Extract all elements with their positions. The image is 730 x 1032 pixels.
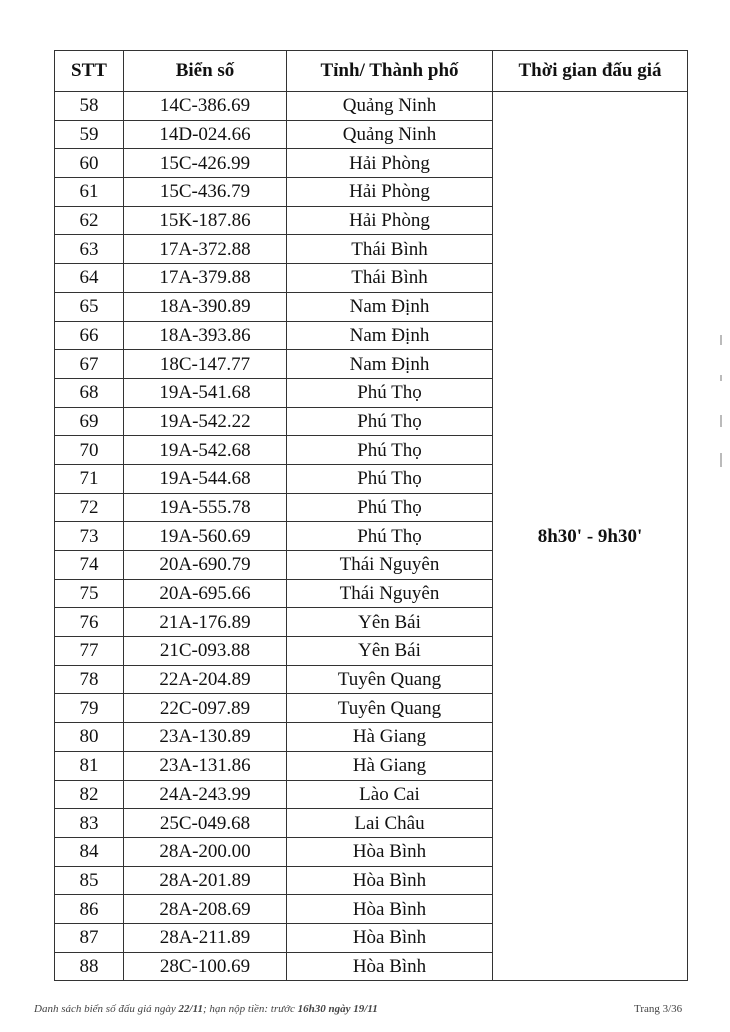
plate-cell: 23A-130.89 [124,723,287,752]
stt-cell: 84 [55,837,124,866]
province-cell: Thái Nguyên [287,551,493,580]
stt-cell: 79 [55,694,124,723]
stt-cell: 78 [55,665,124,694]
province-cell: Lai Châu [287,809,493,838]
stt-cell: 64 [55,264,124,293]
plate-cell: 20A-690.79 [124,551,287,580]
stt-cell: 80 [55,723,124,752]
footer-note [34,1003,378,1015]
plate-cell: 14C-386.69 [124,92,287,121]
province-cell: Hà Giang [287,723,493,752]
table-header-row [55,51,688,92]
plate-cell: 22C-097.89 [124,694,287,723]
plate-cell: 23A-131.86 [124,751,287,780]
province-cell: Nam Định [287,350,493,379]
margin-scan-marks [718,335,726,475]
province-cell: Phú Thọ [287,522,493,551]
plate-cell: 19A-542.68 [124,436,287,465]
stt-cell: 82 [55,780,124,809]
plate-cell: 24A-243.99 [124,780,287,809]
stt-cell: 76 [55,608,124,637]
province-cell: Nam Định [287,321,493,350]
stt-cell: 59 [55,120,124,149]
stt-cell: 77 [55,637,124,666]
plate-cell: 19A-544.68 [124,464,287,493]
plate-cell: 19A-555.78 [124,493,287,522]
plate-cell: 20A-695.66 [124,579,287,608]
stt-cell: 73 [55,522,124,551]
stt-cell: 85 [55,866,124,895]
plate-cell: 21C-093.88 [124,637,287,666]
table-row [55,92,688,121]
province-cell: Yên Bái [287,637,493,666]
plate-cell: 18A-393.86 [124,321,287,350]
page-number: Trang 3/36 [634,1003,683,1015]
plate-cell: 15K-187.86 [124,206,287,235]
plate-cell: 28A-200.00 [124,837,287,866]
stt-cell: 86 [55,895,124,924]
province-cell: Phú Thọ [287,464,493,493]
header-auction-time: Thời gian đấu giá [493,51,688,92]
plate-cell: 21A-176.89 [124,608,287,637]
plate-cell: 18A-390.89 [124,292,287,321]
province-cell: Hòa Bình [287,837,493,866]
stt-cell: 67 [55,350,124,379]
stt-cell: 62 [55,206,124,235]
province-cell: Phú Thọ [287,493,493,522]
province-cell: Lào Cai [287,780,493,809]
plate-cell: 19A-541.68 [124,378,287,407]
table-body [55,92,688,981]
footer-middle: ; hạn nộp tiền: trước [202,1003,295,1015]
province-cell: Phú Thọ [287,436,493,465]
province-cell: Hà Giang [287,751,493,780]
plate-cell: 17A-379.88 [124,264,287,293]
footer-prefix: Danh sách biển số đấu giá ngày [34,1003,176,1015]
plate-cell: 28A-201.89 [124,866,287,895]
province-cell: Phú Thọ [287,407,493,436]
plate-cell: 17A-372.88 [124,235,287,264]
plate-cell: 28C-100.69 [124,952,287,981]
stt-cell: 83 [55,809,124,838]
province-cell: Nam Định [287,292,493,321]
plate-cell: 14D-024.66 [124,120,287,149]
stt-cell: 65 [55,292,124,321]
plate-cell: 19A-542.22 [124,407,287,436]
stt-cell: 74 [55,551,124,580]
province-cell: Hải Phòng [287,178,493,207]
stt-cell: 87 [55,923,124,952]
province-cell: Yên Bái [287,608,493,637]
province-cell: Hải Phòng [287,206,493,235]
stt-cell: 81 [55,751,124,780]
stt-cell: 63 [55,235,124,264]
stt-cell: 88 [55,952,124,981]
plate-auction-table [54,50,688,981]
stt-cell: 75 [55,579,124,608]
province-cell: Hòa Bình [287,923,493,952]
stt-cell: 66 [55,321,124,350]
stt-cell: 69 [55,407,124,436]
province-cell: Thái Nguyên [287,579,493,608]
auction-time-cell: 8h30' - 9h30' [493,92,688,981]
plate-cell: 22A-204.89 [124,665,287,694]
stt-cell: 60 [55,149,124,178]
stt-cell: 58 [55,92,124,121]
province-cell: Hải Phòng [287,149,493,178]
header-province: Tỉnh/ Thành phố [287,51,493,92]
plate-cell: 19A-560.69 [124,522,287,551]
plate-cell: 25C-049.68 [124,809,287,838]
province-cell: Phú Thọ [287,378,493,407]
plate-cell: 18C-147.77 [124,350,287,379]
footer-date: 22/11 [178,1003,203,1015]
province-cell: Hòa Bình [287,952,493,981]
province-cell: Hòa Bình [287,866,493,895]
plate-cell: 28A-211.89 [124,923,287,952]
header-plate: Biển số [124,51,287,92]
plate-cell: 15C-426.99 [124,149,287,178]
province-cell: Tuyên Quang [287,665,493,694]
plate-cell: 15C-436.79 [124,178,287,207]
province-cell: Hòa Bình [287,895,493,924]
stt-cell: 61 [55,178,124,207]
footer-deadline: 16h30 ngày 19/11 [297,1003,378,1015]
header-stt: STT [55,51,124,92]
stt-cell: 68 [55,378,124,407]
province-cell: Thái Bình [287,264,493,293]
province-cell: Quảng Ninh [287,92,493,121]
province-cell: Thái Bình [287,235,493,264]
stt-cell: 70 [55,436,124,465]
plate-cell: 28A-208.69 [124,895,287,924]
stt-cell: 72 [55,493,124,522]
province-cell: Tuyên Quang [287,694,493,723]
province-cell: Quảng Ninh [287,120,493,149]
stt-cell: 71 [55,464,124,493]
